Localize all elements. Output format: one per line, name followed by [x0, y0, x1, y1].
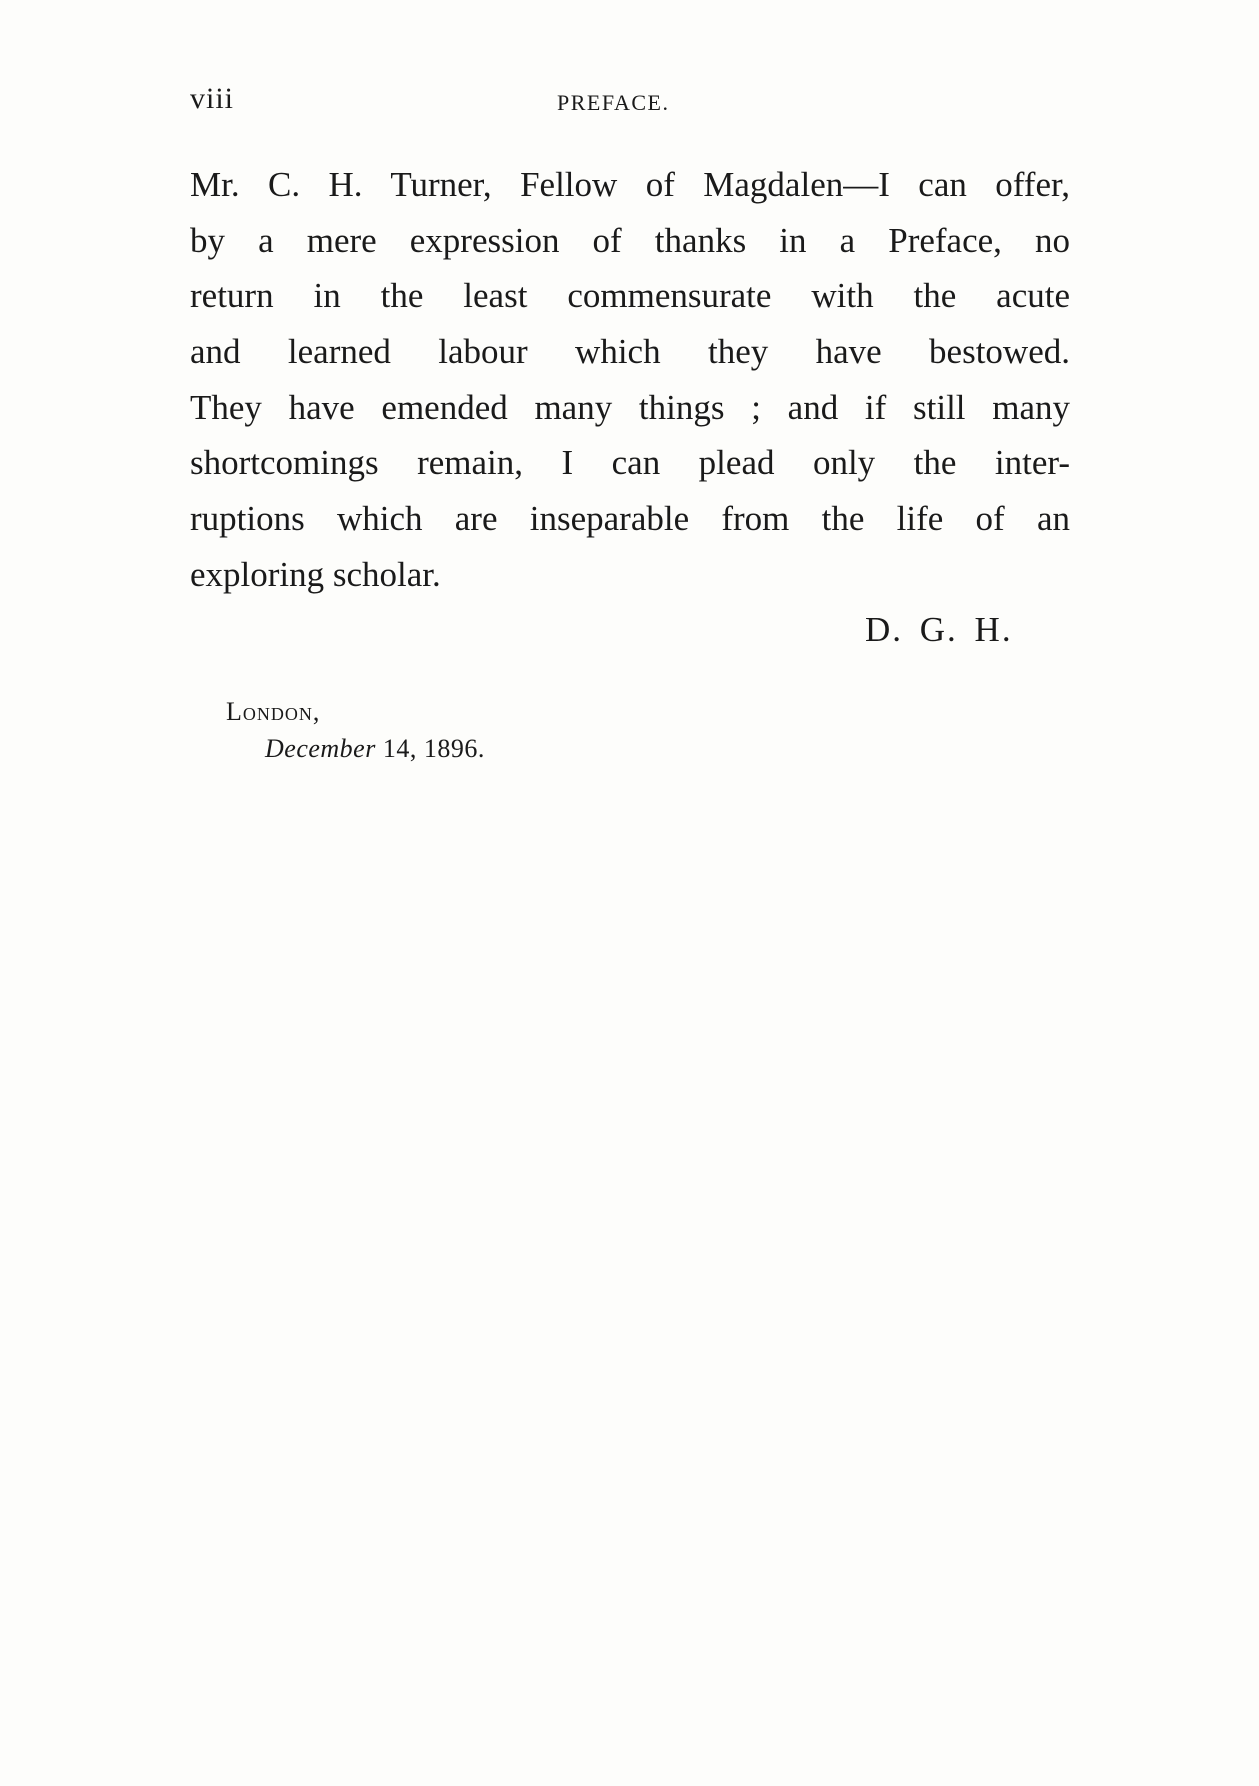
dateline-place: London, — [226, 697, 321, 726]
text-line: exploring scholar. — [190, 554, 441, 594]
text-line: They have emended many things ; and if still many — [190, 387, 1070, 427]
text-line: shortcomings remain, I can plead only the inter- — [190, 443, 1070, 483]
dateline-day-year: 14, 1896. — [375, 734, 485, 763]
running-title: PREFACE. — [557, 90, 670, 115]
author-initials: D. G. H. — [865, 610, 1013, 649]
text-line: and learned labour which they have bestowed. — [190, 332, 1070, 372]
preface-paragraph — [190, 157, 1070, 603]
text-line: by a mere expression of thanks in a Preface, no — [190, 220, 1070, 260]
page-number: viii — [190, 82, 235, 115]
text-line: return in the least commensurate with the acute — [190, 276, 1070, 316]
running-head — [190, 82, 1070, 122]
dateline-date — [265, 732, 485, 766]
text-line: ruptions which are inseparable from the life of an — [190, 499, 1070, 539]
text-line: Mr. C. H. Turner, Fellow of Magdalen—I can offer, — [190, 165, 1070, 204]
dateline-month: December — [265, 734, 376, 763]
